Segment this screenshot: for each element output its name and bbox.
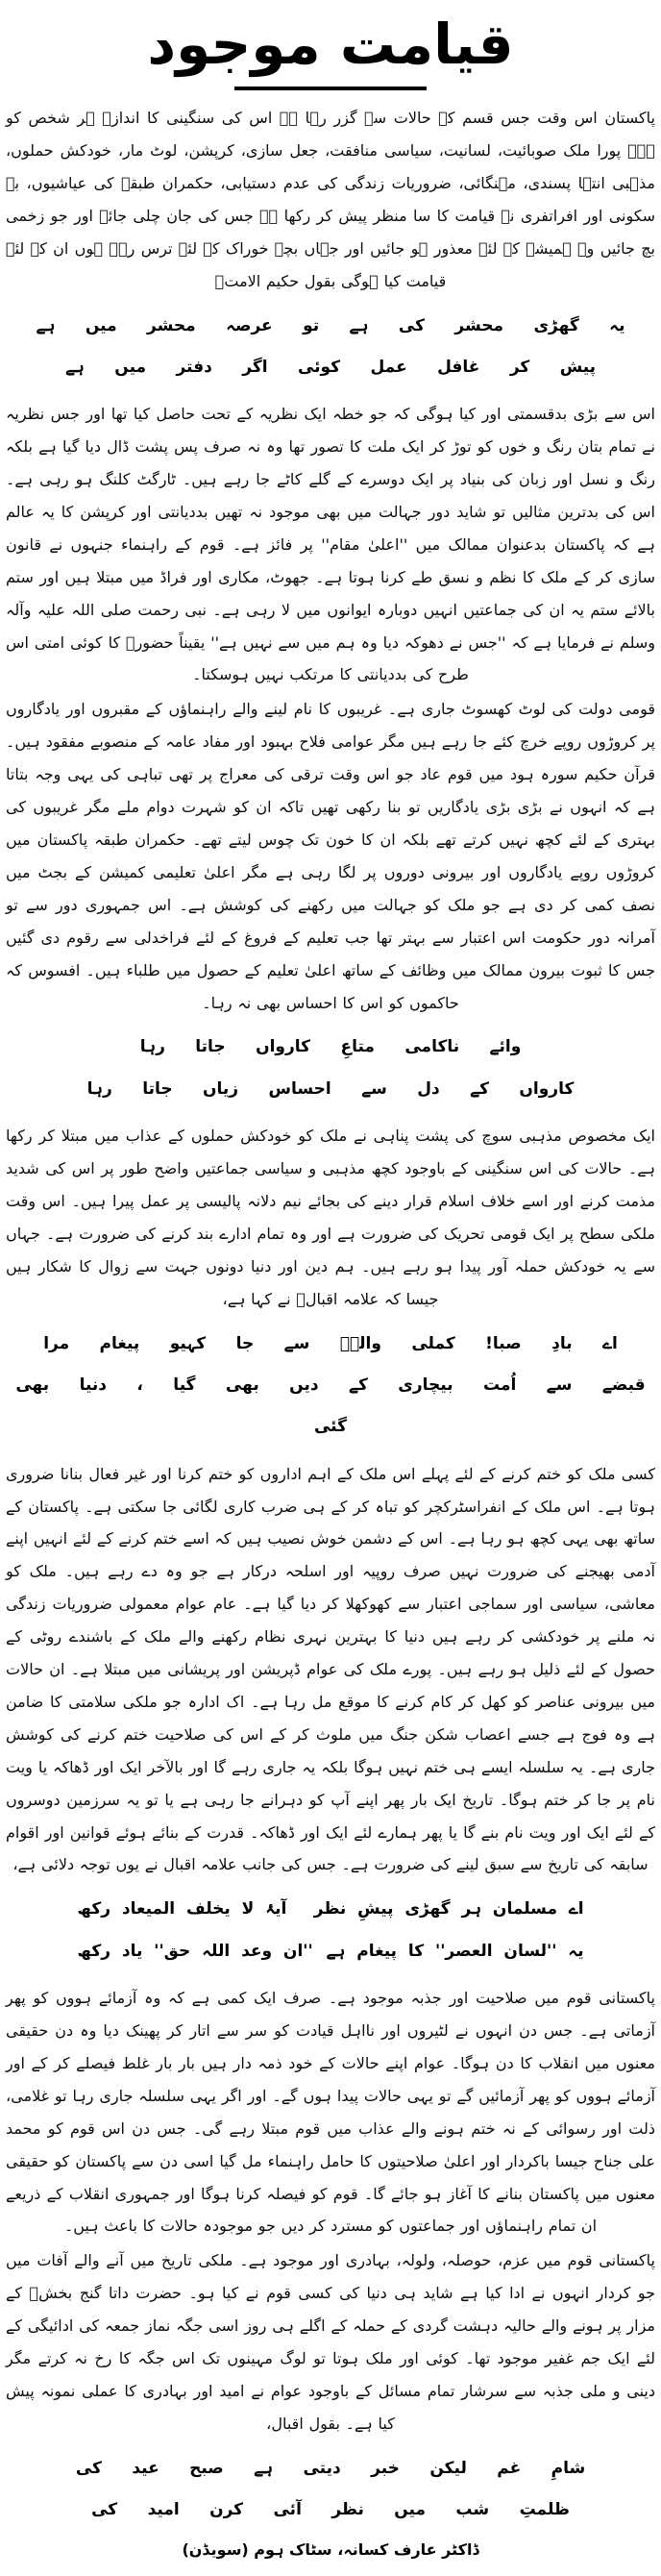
verse-line: قبضے سے اُمت بیچاری کے دیں بھی گیا ، دنیا بھی گئی	[15, 1375, 646, 1437]
paragraph-6: پاکستانی قوم میں صلاحیت اور جذبہ موجود ہے۔ صرف ایک کمی ہے کہ وہ آزمائے ہووں کو پھر آزماتی ہے۔ جس دن انہوں نے لٹیروں اور نااہل قیادت کو سر سے اتار کر پھینک دیا وہ دن حقیقی معنوں میں انقلاب کا دن ہوگا۔ عوام اپنے حالات کے خود ذمہ دار ہیں بار بار غلط فیصلے کر کے اور آزمائے ہووں کو پھر آزمائیں گے تو یہی حالات پیدا ہوں گے۔ اور اگر یہی سلسلہ جاری رہا تو غلامی، ذلت اور رسوائی کے نہ ختم ہونے والے عذاب میں قوم مبتلا رہے گی۔ جس دن اس قوم کو محمد علی جناح جیسا باکردار اور اعلیٰ صلاحیتوں کا حامل راہنماء مل گیا اسی دن سے پاکستان کو حقیقی معنوں میں پاکستان بنانے کا آغاز ہو جائے گا۔ قوم کو فیصلہ کرنا ہوگا اور جمہوری انقلاب کے ذریعے ان تمام راہنماؤں اور جماعتوں کو مسترد کر دیں جو موجودہ حالات کا باعث ہیں۔	[6, 1989, 655, 2236]
verse-line: اے بادِ صبا! کملی والےؐ سے جا کہیو پیغام مرا	[43, 1333, 618, 1353]
hemistich-left: آیۂ لا یخلف المیعاد رکھ	[77, 1899, 287, 1920]
verse-3	[6, 1324, 655, 1449]
verse-1	[6, 306, 655, 389]
paragraph-7: پاکستانی قوم میں عزم، حوصلہ، ولولہ، بہادری اور موجود ہے۔ ملکی تاریخ میں آنے والے آفات میں جو کردار انہوں نے ادا کیا ہے شاید ہی دنیا کی کسی قوم نے کیا ہو۔ حضرت داتا گنج بخشؒ کے مزار پر ہونے والے حالیہ دہشت گردی کے حملہ کے اگلے ہی روز اسی جگہ نماز جمعہ کی ادائیگی کے لئے ایک جم غفیر موجود تھا۔ کوئی اور ملک ہوتا تو لوگ مہینوں تک اس جگہ کا رخ نہ کرتے مگر دینی و ملی جذبہ سے سرشار تمام مسائل کے باوجود عوام نے امید اور بہادری کا عملی نمونہ پیش کیا ہے۔ بقول اقبال،	[6, 2251, 655, 2433]
verse-line: وائے ناکامی متاعِ کارواں جاتا رہا	[139, 1037, 522, 1057]
verse-5	[6, 2448, 655, 2532]
paragraph-2: اس سے بڑی بدقسمتی اور کیا ہوگی کہ جو خطہ ایک نظریہ کے تحت حاصل کیا تھا اور جس نظریہ نے تمام بتان رنگ و خوں کو توڑ کر ایک ملت کا تصور تھا وہ نہ صرف پس پشت ڈال دیا گیا ہے بلکہ رنگ و نسل اور زبان کی بنیاد پر ایک دوسرے کے گلے کاٹے جا رہے ہیں۔ ٹارگٹ کلنگ ہو رہی ہے۔ اس کی بدترین مثالیں تو شاید دور جہالت میں بھی موجود نہ تھیں بددیانتی اور کرپشن کا یہ عالم ہے کہ پاکستان بدعنوان ممالک میں ''اعلیٰ مقام'' پر فائز ہے۔ قوم کے راہنماء جنہوں نے قانون سازی کر کے ملک کا نظم و نسق طے کرنا ہوتا ہے۔ جھوٹ، مکاری اور فراڈ میں مبتلا ہیں اور ستم بالائے ستم یہ ان کی جماعتیں انہیں دوبارہ ایوانوں میں لا رہی ہے۔ نبی رحمت صلی اللہ علیہ وآلہ وسلم نے فرمایا ہے کہ ''جس نے دھوکہ دیا وہ ہم میں سے نہیں ہے'' یقیناً حضورؐ کا کوئی امتی اس طرح کی بددیانتی کا مرتکب نہیں ہوسکتا۔	[6, 405, 655, 684]
verse-2	[6, 1027, 655, 1110]
hemistich-right: یہ ''لسان العصر'' کا پیغام ہے	[326, 1941, 584, 1961]
title-underline	[234, 87, 427, 90]
hemistich-left: ''ان وعد اللہ حق'' یاد رکھ	[77, 1941, 313, 1961]
byline: ڈاکٹر عارف کسانہ، سٹاک ہوم (سویڈن)	[182, 2540, 479, 2560]
verse-line	[77, 1889, 583, 1930]
verse-line: ظلمتِ شب میں نظر آئی کرن امید کی	[91, 2500, 570, 2520]
verse-line	[77, 1931, 583, 1972]
hemistich-right: اے مسلمان ہر گھڑی پیشِ نظر	[313, 1899, 584, 1920]
verse-4	[77, 1889, 583, 1972]
paragraph-4: ایک مخصوص مذہبی سوچ کی پشت پناہی نے ملک کو خودکش حملوں کے عذاب میں مبتلا کر رکھا ہے۔ حالات کی اس سنگینی کے باوجود کچھ مذہبی و سیاسی جماعتیں واضح طور پر اس کی شدید مذمت کرنے اور اسے خلاف اسلام قرار دینے کی بجائے نیم دلانہ پالیسی پر عمل پیرا ہیں۔ اس وقت ملکی سطح پر ایک قومی تحریک کی ضرورت ہے اور وہ تمام ادارے بند کرنے کی ضرورت ہے۔ جہاں سے یہ خودکش حملہ آور پیدا ہو رہے ہیں۔ ہم دین اور دنیا دونوں جہت سے زوال کا شکار ہیں جیسا کہ علامہ اقبالؒ نے کہا ہے،	[6, 1127, 655, 1308]
verse-line: پیش کر غافل عمل کوئی اگر دفتر میں ہے	[64, 357, 597, 377]
article-body	[6, 100, 655, 2559]
paragraph-1: پاکستان اس وقت جس قسم کے حالات سے گزر رہا ہے اس کی سنگینی کا اندازہ ہر شخص کو ہے۔ پورا ملک صوبائیت، لسانیت، سیاسی منافقت، جعل سازی، کرپشن، لوٹ مار، خودکش حملوں، مذہبی انتہا پسندی، مہنگائی، ضروریات زندگی کی عدم دستیابی، حکمران طبقہ کی عیاشیوں، بے سکونی اور افراتفری نے قیامت کا سا منظر پیش کر رکھا ہے جس کی جان چلی جائے اور جو زخمی بچ جائیں وہ ہمیشہ کے لئے معذور ہو جائیں اور جہاں بچے خوراک کے لئے ترس رہے ہوں ان کے لئے قیامت کیا ہوگی بقول حکیم الامتؒ	[6, 109, 655, 290]
verse-line: یہ گھڑی محشر کی ہے تو عرصہ محشر میں ہے	[36, 315, 625, 335]
page-title: قیامت موجود	[147, 12, 514, 77]
verse-line: شامِ غم لیکن خبر دیتی ہے صبح عید کی	[75, 2458, 586, 2478]
paragraph-5: کسی ملک کو ختم کرنے کے لئے پہلے اس ملک کے اہم اداروں کو ختم کرنا اور غیر فعال بنانا ضروری ہوتا ہے۔ اس ملک کے انفراسٹرکچر کو تباہ کر کے ہی ضرب کاری لگائی جا سکتی ہے۔ پاکستان کے ساتھ بھی یہی کچھ ہو رہا ہے۔ اس کے دشمن خوش نصیب ہیں کہ اسے ختم کرنے کے لئے انہیں اپنے آدمی بھیجنے کی ضرورت نہیں صرف روپیہ اور اسلحہ درکار ہے جو وہ دے رہے ہیں۔ ملک کو معاشی، سیاسی اور سماجی اعتبار سے کھوکھلا کر دیا گیا ہے۔ عام عوام معمولی ضروریات زندگی نہ ملنے پر خودکشی کر رہے ہیں دنیا کا بہترین نہری نظام رکھنے والے ملک کے باشندے روٹی کے حصول کے لئے ذلیل ہو رہے ہیں۔ پورے ملک کی عوام ڈپریشن اور پریشانی میں مبتلا ہے۔ ان حالات میں بیرونی عناصر کو کھل کر کام کرنے کا موقع مل رہا ہے۔ اک ادارہ جو ملکی سلامتی کا ضامن ہے وہ فوج ہے جسے اعصاب شکن جنگ میں ملوث کر کے اس کی صلاحیت ختم کرنے کی کوشش جاری ہے۔ یہ سلسلہ ایسے ہی ختم نہیں ہوگا بلکہ یہ جاری رہے گا اور بالآخر ایک اور ڈھاکہ یا ویت نام پر جا کر ختم ہوگا۔ تاریخ ایک بار پھر اپنے آپ کو دہرانے جا رہی ہے یا تو یہ سرزمین دوسروں کے لئے ایک اور ویت نام بنے گا یا پھر ہمارے لئے ایک اور ڈھاکہ۔ قدرت کے بنائے ہوئے قوانین اور اقوام سابقہ کی تاریخ سے سبق لینے کی ضرورت ہے۔ جس کی جانب علامہ اقبال نے یوں توجہ دلائی ہے،	[6, 1464, 655, 1874]
verse-line: کارواں کے دل سے احساس زیاں جاتا رہا	[86, 1078, 575, 1099]
paragraph-3: قومی دولت کی لوٹ کھسوٹ جاری ہے۔ غریبوں کا نام لینے والے راہنماؤں کے مقبروں اور یادگاروں پر کروڑوں روپے خرچ کئے جا رہے ہیں مگر عوامی فلاح بہبود اور مفاد عامہ کے منصوبے مفقود ہیں۔ قرآن حکیم سورہ ہود میں قوم عاد جو اس وقت ترقی کی معراج پر تھی تباہی کی یہی وجہ بتاتا ہے کہ انہوں نے بڑی بڑی یادگاریں تو بنا رکھی تھیں تاکہ ان کو شہرت دوام ملے مگر غریبوں کی بہتری کے لئے کچھ نہیں کرتے تھے بلکہ ان کا خون تک چوس لیتے تھے۔ حکمران طبقہ پاکستان میں کروڑوں روپے یادگاروں اور بیرونی دوروں پر لگا رہی ہے مگر اعلیٰ تعلیمی کمیشن کے بجٹ میں نصف کمی کر دی ہے جو ملک کو جہالت میں رکھنے کی کوشش ہے۔ اس جمہوری دور سے تو آمرانہ دور حکومت اس اعتبار سے بہتر تھا جب تعلیم کے فروغ کے لئے فراخدلی سے رقوم دی گئیں جس کا ثبوت بیرون ممالک میں وظائف کے ساتھ اعلیٰ تعلیم کے حصول میں طلباء ہیں۔ افسوس کہ حاکموں کو اس کا احساس بھی نہ رہا۔	[6, 700, 655, 1012]
